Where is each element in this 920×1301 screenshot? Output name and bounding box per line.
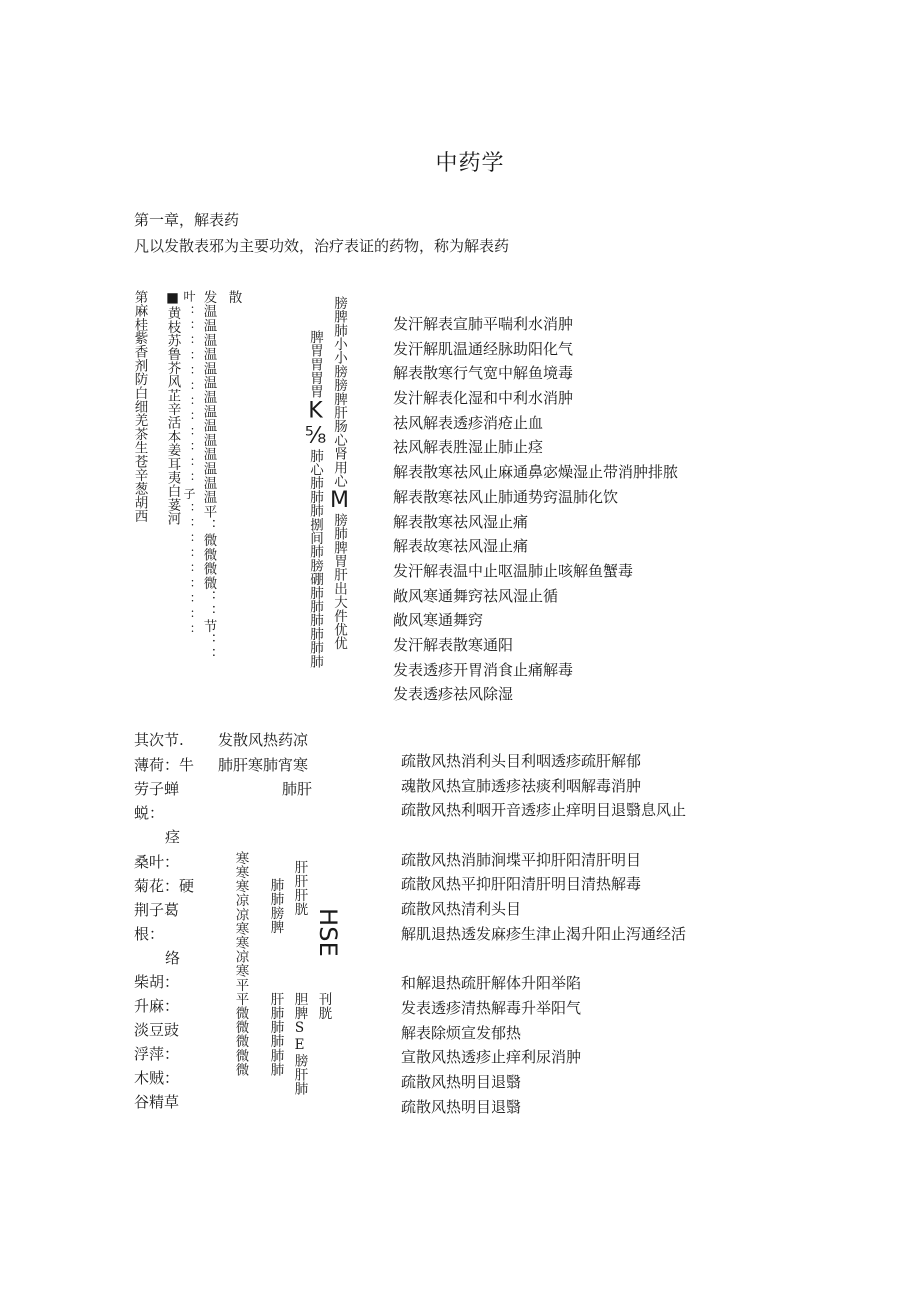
effect-line: 发表透疹开胃消食止痛解毒 <box>393 660 574 679</box>
effect-line: 魂散风热宣肺透疹祛痰利咽解毒消肿 <box>401 776 642 795</box>
effect-line <box>401 823 686 848</box>
effect-line: 疏散风热平抑肝阳清肝明目清热解毒 <box>401 875 642 894</box>
herb-names-column-2: ■黄枝苏鲁芥风芷辛活本姜耳夷白荽河 <box>164 290 181 526</box>
herb-name: 木贼： <box>134 1069 180 1087</box>
meridian-column-2-big: K⅝ <box>303 398 328 449</box>
effect-line: 解表散寒祛风止麻通鼻宓燥湿止带消肿排脓 <box>393 463 679 482</box>
meridian-column-2-head: 脾胃胃胃胃 <box>307 330 323 399</box>
herb-names-column: 第麻桂紫香剂防白细羌茶生苍辛葱胡西 <box>131 290 148 523</box>
meridian-column-1 <box>328 296 350 650</box>
meridian-column-2-tail: 肺心肺肺肺捌间肺膀硼肺肺肺肺肺肺 <box>307 448 323 669</box>
herb-name: 荆子葛 <box>134 901 180 919</box>
effect-line: 解表散寒祛风止肺通势窍温肺化饮 <box>393 487 619 506</box>
section1-effects-list <box>393 312 678 707</box>
herb-name: 劳子蝉 <box>134 780 180 798</box>
effect-line: 解表散寒行气宽中解鱼境毒 <box>393 364 574 383</box>
effect-line: 发表透疹祛风除湿 <box>393 685 514 704</box>
effect-line <box>401 947 686 972</box>
effect-line: 敞风寒通舞窍 <box>393 611 484 630</box>
effect-line: 发汗解表散寒通阳 <box>393 635 514 654</box>
effect-line: 和解退热疏肝解体升阳举陷 <box>401 974 582 993</box>
effect-line: 祛风解表透疹消疮止血 <box>393 413 544 432</box>
effect-line: 解肌退热透发麻疹生津止渴升阳止泻通经活 <box>401 924 687 943</box>
effect-line: 疏散风热明目退翳 <box>401 1072 522 1091</box>
meridian-column-e: 刊胱 <box>315 992 332 1021</box>
nature-column: 寒寒寒凉凉寒寒凉寒平平微微微微微 <box>232 851 249 1077</box>
chapter-definition: 凡以发散表邪为主要功效，治疗表证的药物，称为解表药 <box>134 237 510 255</box>
effect-line: 疏散风热利咽开音透疹止痒明目退翳息风止 <box>401 801 687 820</box>
effect-line: 发汁解表化湿和中利水消肿 <box>393 389 574 408</box>
herb-property: 肺肝 <box>282 780 313 798</box>
effect-line: 疏散风热明目退翳 <box>401 1097 522 1116</box>
section2-title: 发散风热药凉 <box>218 731 309 749</box>
meridian-column-b: 肝肝肝胱 <box>291 860 308 917</box>
herb-property: 肺肝寒肺宵寒 <box>218 756 309 774</box>
herb-name: 浮萍： <box>134 1045 180 1063</box>
herb-name: 根： <box>134 925 165 943</box>
effect-line: 发汗解表温中止呕温肺止咳解鱼蟹毒 <box>393 561 634 580</box>
effect-line: 发表透疹清热解毒升举阳气 <box>401 998 582 1017</box>
effect-line: 疏散风热消肺涧堞平抑肝阳清肝明目 <box>401 850 642 869</box>
herb-name: 升麻： <box>134 997 180 1015</box>
meridian-column-1-big: M <box>327 487 352 514</box>
effect-line: 疏散风热清利头目 <box>401 900 522 919</box>
meridian-column-a: 肺肺膀脾 <box>267 878 284 935</box>
herb-name: 菊花：硬 <box>134 877 195 895</box>
herb-name: 蜕： <box>134 804 165 822</box>
meridian-column-c: 肝肺肺肺肺肺 <box>267 992 284 1077</box>
property-san-column: 散 <box>225 290 242 304</box>
section2-effects-list <box>401 749 686 1119</box>
effect-line: 发汗解肌温通经脉助阳化气 <box>393 339 574 358</box>
effect-line: 解表散寒祛风湿止痛 <box>393 512 529 531</box>
effect-line: 解表故寒祛风湿止痛 <box>393 537 529 556</box>
meridian-column-d: 胆脾SE膀肝肺 <box>291 992 308 1096</box>
page-title: 中药学 <box>435 151 505 176</box>
herb-name: 薄荷：牛 <box>134 756 195 774</box>
effect-line: 发汗解表宣肺平喘利水消肿 <box>393 315 574 333</box>
herb-name-fragment: 痉 <box>165 828 181 846</box>
herb-name: 谷精草 <box>134 1093 180 1111</box>
dots-column: 叶：：：：：：：：：：：：子：：：：：：：：： <box>182 290 196 640</box>
herb-name-fragment: 络 <box>165 949 181 967</box>
effect-line: 解表除烦宣发郁热 <box>401 1023 522 1042</box>
effect-line: 宣散风热透疹止痒利尿消肿 <box>401 1048 582 1067</box>
effect-line: 敞风寒通舞窍祛风湿止循 <box>393 586 559 605</box>
property-warm-column: 发温温温温温温温温温温温温温温平：微微微微：：节：： <box>200 290 217 662</box>
herb-name: 桑叶： <box>134 853 180 871</box>
meridian-glyph-column: HSE <box>314 908 342 958</box>
meridian-column-1-tail: 膀肺脾胃肝出大件优优 <box>331 513 347 651</box>
effect-line: 祛风解表胜湿止肺止痉 <box>393 438 544 457</box>
meridian-column-2 <box>304 330 326 668</box>
section2-label: 其次节. <box>134 731 184 749</box>
herb-name: 柴胡： <box>134 973 180 991</box>
meridian-column-1-head: 膀脾肺小小膀膀脾肝肠心肾用心 <box>331 296 347 488</box>
herb-name: 淡豆豉 <box>134 1021 180 1039</box>
chapter-heading: 第一章，解表药 <box>134 211 240 229</box>
effect-line: 疏散风热消利头目利咽透疹疏肝解郁 <box>401 752 642 770</box>
